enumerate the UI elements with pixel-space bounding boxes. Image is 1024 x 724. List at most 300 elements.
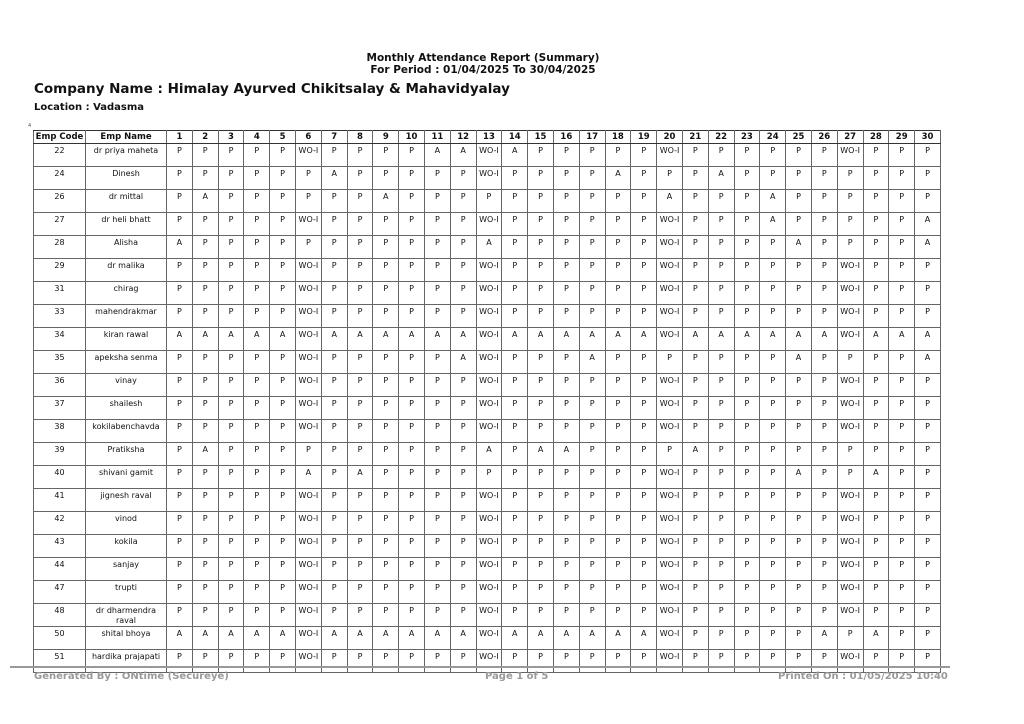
attendance-cell: P [734, 374, 760, 397]
attendance-cell: P [863, 489, 889, 512]
page-number: Page 1 of 5 [485, 671, 549, 682]
attendance-cell: P [786, 558, 812, 581]
emp-code-cell: 42 [34, 512, 86, 535]
attendance-cell: WO-I [657, 650, 683, 673]
attendance-cell: P [450, 558, 476, 581]
attendance-cell: P [553, 397, 579, 420]
attendance-cell: P [889, 443, 915, 466]
attendance-cell: P [863, 305, 889, 328]
attendance-cell: P [424, 443, 450, 466]
attendance-cell: P [605, 443, 631, 466]
attendance-cell: P [631, 374, 657, 397]
attendance-cell: P [811, 374, 837, 397]
attendance-cell: P [321, 650, 347, 673]
attendance-cell: WO-I [295, 374, 321, 397]
attendance-cell: P [889, 420, 915, 443]
attendance-cell: WO-I [837, 535, 863, 558]
attendance-cell: P [682, 650, 708, 673]
emp-name-cell: kokilabenchavda [86, 420, 167, 443]
table-row [34, 282, 941, 305]
attendance-cell: P [915, 374, 941, 397]
attendance-cell: P [321, 236, 347, 259]
attendance-cell: A [424, 144, 450, 167]
attendance-cell: P [579, 144, 605, 167]
emp-code-cell: 37 [34, 397, 86, 420]
attendance-cell: P [760, 374, 786, 397]
attendance-cell: A [321, 167, 347, 190]
attendance-cell: P [167, 489, 193, 512]
attendance-cell: P [786, 535, 812, 558]
attendance-cell: A [528, 627, 554, 650]
attendance-cell: P [863, 190, 889, 213]
attendance-cell: WO-I [295, 627, 321, 650]
attendance-cell: P [218, 604, 244, 627]
table-row [34, 535, 941, 558]
attendance-cell: P [424, 420, 450, 443]
header-day-24: 24 [760, 131, 786, 144]
attendance-cell: A [244, 627, 270, 650]
attendance-cell: P [399, 650, 425, 673]
attendance-cell: WO-I [476, 167, 502, 190]
attendance-cell: WO-I [837, 282, 863, 305]
attendance-cell: P [424, 397, 450, 420]
header-day-13: 13 [476, 131, 502, 144]
attendance-cell: P [399, 259, 425, 282]
attendance-cell: P [734, 581, 760, 604]
attendance-cell: P [760, 144, 786, 167]
attendance-cell: P [579, 213, 605, 236]
attendance-cell: P [682, 167, 708, 190]
attendance-cell: P [605, 512, 631, 535]
attendance-cell: P [244, 282, 270, 305]
emp-name-cell: chirag [86, 282, 167, 305]
attendance-cell: P [631, 236, 657, 259]
attendance-cell: P [915, 443, 941, 466]
emp-code-cell: 51 [34, 650, 86, 673]
attendance-cell: P [399, 581, 425, 604]
attendance-cell: P [863, 167, 889, 190]
attendance-cell: P [450, 167, 476, 190]
attendance-cell: P [682, 512, 708, 535]
header-day-10: 10 [399, 131, 425, 144]
emp-code-cell: 28 [34, 236, 86, 259]
attendance-cell: P [553, 489, 579, 512]
emp-name-cell: dr mittal [86, 190, 167, 213]
attendance-cell: P [528, 213, 554, 236]
attendance-cell: P [553, 604, 579, 627]
attendance-cell: P [424, 351, 450, 374]
emp-name-cell: dr heli bhatt [86, 213, 167, 236]
attendance-cell: WO-I [837, 420, 863, 443]
attendance-cell: P [167, 305, 193, 328]
attendance-cell: P [734, 558, 760, 581]
table-row [34, 489, 941, 512]
attendance-cell: P [760, 351, 786, 374]
attendance-cell: A [734, 328, 760, 351]
header-day-18: 18 [605, 131, 631, 144]
attendance-cell: WO-I [837, 259, 863, 282]
attendance-cell: P [837, 167, 863, 190]
attendance-cell: P [734, 535, 760, 558]
attendance-cell: P [605, 190, 631, 213]
attendance-cell: A [915, 351, 941, 374]
attendance-cell: P [218, 374, 244, 397]
attendance-cell: P [863, 604, 889, 627]
attendance-cell: P [579, 558, 605, 581]
attendance-cell: P [244, 259, 270, 282]
attendance-cell: P [244, 581, 270, 604]
attendance-cell: P [450, 581, 476, 604]
header-day-26: 26 [811, 131, 837, 144]
attendance-cell: P [502, 604, 528, 627]
attendance-cell: P [270, 351, 296, 374]
attendance-cell: P [553, 305, 579, 328]
attendance-cell: P [708, 466, 734, 489]
attendance-cell: P [347, 397, 373, 420]
attendance-cell: P [760, 443, 786, 466]
attendance-cell: P [528, 650, 554, 673]
report-period: For Period : 01/04/2025 To 30/04/2025 [370, 64, 596, 76]
attendance-cell: A [502, 144, 528, 167]
attendance-cell: P [192, 581, 218, 604]
emp-name-cell: dr dharmendra raval [86, 604, 167, 627]
attendance-cell: P [192, 397, 218, 420]
attendance-cell: P [270, 420, 296, 443]
attendance-cell: P [811, 558, 837, 581]
attendance-cell: P [528, 604, 554, 627]
attendance-cell: P [734, 236, 760, 259]
header-day-20: 20 [657, 131, 683, 144]
attendance-cell: P [450, 213, 476, 236]
attendance-cell: P [373, 443, 399, 466]
attendance-cell: P [760, 512, 786, 535]
attendance-cell: P [373, 489, 399, 512]
attendance-cell: P [347, 351, 373, 374]
attendance-cell: P [631, 535, 657, 558]
attendance-cell: P [579, 259, 605, 282]
attendance-cell: P [502, 489, 528, 512]
emp-code-cell: 26 [34, 190, 86, 213]
attendance-cell: WO-I [657, 512, 683, 535]
attendance-cell: WO-I [295, 535, 321, 558]
header-day-25: 25 [786, 131, 812, 144]
table-header-row [34, 131, 941, 144]
attendance-cell: P [270, 604, 296, 627]
attendance-cell: P [373, 604, 399, 627]
attendance-cell: P [270, 535, 296, 558]
attendance-cell: P [631, 282, 657, 305]
attendance-cell: P [218, 650, 244, 673]
attendance-cell: P [399, 420, 425, 443]
attendance-cell: P [192, 259, 218, 282]
attendance-cell: P [399, 558, 425, 581]
attendance-cell: P [682, 604, 708, 627]
attendance-cell: P [424, 489, 450, 512]
attendance-cell: P [889, 213, 915, 236]
attendance-cell: P [270, 282, 296, 305]
attendance-cell: P [837, 443, 863, 466]
attendance-cell: P [528, 351, 554, 374]
footer-divider [10, 666, 950, 668]
attendance-cell: P [244, 167, 270, 190]
attendance-cell: P [786, 650, 812, 673]
emp-code-cell: 27 [34, 213, 86, 236]
header-day-27: 27 [837, 131, 863, 144]
attendance-cell: P [373, 213, 399, 236]
attendance-cell: P [321, 466, 347, 489]
attendance-cell: P [631, 650, 657, 673]
attendance-cell: P [760, 604, 786, 627]
attendance-cell: A [347, 627, 373, 650]
attendance-cell: P [424, 190, 450, 213]
attendance-cell: P [682, 489, 708, 512]
page-mark: 4 [28, 123, 32, 129]
attendance-cell: P [605, 466, 631, 489]
attendance-cell: P [915, 535, 941, 558]
attendance-cell: P [218, 397, 244, 420]
header-emp-code: Emp Code [34, 131, 86, 144]
attendance-cell: P [192, 213, 218, 236]
attendance-cell: A [708, 328, 734, 351]
attendance-cell: A [605, 328, 631, 351]
attendance-cell: P [631, 489, 657, 512]
attendance-cell: P [373, 535, 399, 558]
attendance-cell: P [708, 305, 734, 328]
attendance-cell: A [631, 627, 657, 650]
table-row [34, 581, 941, 604]
attendance-table [33, 130, 941, 673]
attendance-cell: P [682, 351, 708, 374]
table-row [34, 397, 941, 420]
attendance-cell: WO-I [295, 604, 321, 627]
attendance-cell: WO-I [295, 581, 321, 604]
attendance-cell: P [760, 236, 786, 259]
attendance-cell: P [786, 420, 812, 443]
attendance-cell: WO-I [295, 259, 321, 282]
attendance-cell: P [579, 236, 605, 259]
attendance-cell: P [734, 351, 760, 374]
attendance-cell: P [863, 144, 889, 167]
attendance-cell: P [553, 236, 579, 259]
attendance-cell: P [167, 190, 193, 213]
attendance-cell: P [631, 190, 657, 213]
attendance-cell: A [502, 328, 528, 351]
table-row [34, 466, 941, 489]
attendance-cell: P [244, 397, 270, 420]
attendance-cell: P [218, 581, 244, 604]
attendance-cell: P [321, 535, 347, 558]
attendance-cell: P [321, 305, 347, 328]
attendance-cell: P [399, 282, 425, 305]
attendance-cell: P [553, 420, 579, 443]
attendance-cell: P [192, 167, 218, 190]
attendance-cell: P [889, 581, 915, 604]
attendance-cell: P [579, 374, 605, 397]
attendance-cell: P [399, 489, 425, 512]
attendance-cell: P [631, 466, 657, 489]
attendance-cell: P [811, 282, 837, 305]
attendance-cell: P [682, 535, 708, 558]
attendance-cell: P [244, 558, 270, 581]
attendance-cell: P [553, 167, 579, 190]
emp-name-cell: shital bhoya [86, 627, 167, 650]
attendance-cell: A [786, 328, 812, 351]
attendance-cell: P [605, 351, 631, 374]
attendance-cell: P [786, 512, 812, 535]
attendance-cell: P [270, 466, 296, 489]
attendance-cell: P [837, 190, 863, 213]
attendance-cell: P [579, 650, 605, 673]
table-row [34, 512, 941, 535]
header-day-8: 8 [347, 131, 373, 144]
attendance-cell: P [244, 351, 270, 374]
attendance-cell: A [476, 443, 502, 466]
emp-code-cell: 47 [34, 581, 86, 604]
emp-code-cell: 35 [34, 351, 86, 374]
header-day-7: 7 [321, 131, 347, 144]
header-day-19: 19 [631, 131, 657, 144]
attendance-cell: P [347, 259, 373, 282]
attendance-cell: WO-I [657, 466, 683, 489]
attendance-cell: P [734, 604, 760, 627]
attendance-cell: A [244, 328, 270, 351]
attendance-cell: WO-I [295, 489, 321, 512]
attendance-cell: P [218, 259, 244, 282]
attendance-cell: P [863, 581, 889, 604]
attendance-cell: WO-I [657, 213, 683, 236]
attendance-cell: P [502, 190, 528, 213]
header-day-1: 1 [167, 131, 193, 144]
attendance-cell: P [321, 443, 347, 466]
attendance-cell: P [579, 420, 605, 443]
attendance-cell: P [631, 443, 657, 466]
header-day-23: 23 [734, 131, 760, 144]
attendance-cell: WO-I [476, 282, 502, 305]
attendance-cell: P [915, 420, 941, 443]
attendance-cell: P [321, 397, 347, 420]
attendance-cell: P [424, 512, 450, 535]
attendance-cell: P [270, 236, 296, 259]
attendance-cell: P [347, 144, 373, 167]
table-row [34, 604, 941, 627]
attendance-cell: P [553, 190, 579, 213]
attendance-cell: P [373, 397, 399, 420]
attendance-cell: P [347, 236, 373, 259]
emp-code-cell: 36 [34, 374, 86, 397]
attendance-cell: P [915, 489, 941, 512]
table-row [34, 558, 941, 581]
attendance-cell: P [734, 144, 760, 167]
attendance-cell: P [373, 466, 399, 489]
attendance-cell: P [528, 466, 554, 489]
attendance-cell: P [734, 420, 760, 443]
attendance-cell: P [424, 535, 450, 558]
attendance-cell: P [786, 144, 812, 167]
attendance-cell: P [321, 489, 347, 512]
attendance-cell: P [553, 558, 579, 581]
attendance-cell: A [270, 627, 296, 650]
attendance-cell: A [708, 167, 734, 190]
table-row [34, 213, 941, 236]
attendance-cell: P [347, 374, 373, 397]
attendance-cell: P [605, 282, 631, 305]
attendance-cell: WO-I [476, 144, 502, 167]
attendance-cell: P [244, 213, 270, 236]
attendance-cell: P [167, 282, 193, 305]
attendance-cell: P [450, 282, 476, 305]
attendance-cell: P [244, 190, 270, 213]
attendance-cell: P [786, 397, 812, 420]
attendance-cell: P [373, 374, 399, 397]
attendance-cell: P [708, 650, 734, 673]
attendance-cell: P [502, 650, 528, 673]
attendance-cell: P [863, 374, 889, 397]
attendance-cell: A [553, 443, 579, 466]
emp-code-cell: 41 [34, 489, 86, 512]
attendance-cell: P [657, 167, 683, 190]
attendance-cell: WO-I [476, 213, 502, 236]
attendance-cell: P [579, 604, 605, 627]
header-day-29: 29 [889, 131, 915, 144]
attendance-cell: P [192, 351, 218, 374]
attendance-cell: P [373, 581, 399, 604]
attendance-cell: P [270, 213, 296, 236]
attendance-cell: P [682, 236, 708, 259]
attendance-cell: P [631, 397, 657, 420]
attendance-cell: P [450, 512, 476, 535]
emp-name-cell: apeksha senma [86, 351, 167, 374]
emp-code-cell: 31 [34, 282, 86, 305]
attendance-cell: P [579, 190, 605, 213]
attendance-cell: P [811, 489, 837, 512]
attendance-cell: P [502, 535, 528, 558]
attendance-cell: P [786, 305, 812, 328]
attendance-cell: P [863, 650, 889, 673]
emp-code-cell: 48 [34, 604, 86, 627]
attendance-cell: P [786, 190, 812, 213]
attendance-cell: P [553, 144, 579, 167]
attendance-cell: P [476, 466, 502, 489]
attendance-cell: P [915, 305, 941, 328]
attendance-cell: P [863, 558, 889, 581]
attendance-cell: P [450, 236, 476, 259]
attendance-cell: WO-I [476, 305, 502, 328]
attendance-cell: P [167, 535, 193, 558]
attendance-cell: P [786, 259, 812, 282]
emp-code-cell: 50 [34, 627, 86, 650]
attendance-cell: P [528, 259, 554, 282]
attendance-cell: P [760, 259, 786, 282]
attendance-cell: P [579, 489, 605, 512]
attendance-cell: P [450, 443, 476, 466]
attendance-cell: P [760, 305, 786, 328]
attendance-cell: A [631, 328, 657, 351]
attendance-cell: A [915, 213, 941, 236]
attendance-cell: P [760, 558, 786, 581]
attendance-cell: P [347, 305, 373, 328]
attendance-cell: A [811, 328, 837, 351]
attendance-cell: P [373, 558, 399, 581]
attendance-cell: WO-I [657, 259, 683, 282]
attendance-cell: WO-I [476, 604, 502, 627]
attendance-cell: P [579, 512, 605, 535]
attendance-cell: P [811, 259, 837, 282]
attendance-cell: WO-I [476, 489, 502, 512]
attendance-cell: P [424, 213, 450, 236]
location-label: Location : Vadasma [34, 102, 145, 113]
attendance-cell: A [218, 627, 244, 650]
attendance-cell: P [631, 213, 657, 236]
